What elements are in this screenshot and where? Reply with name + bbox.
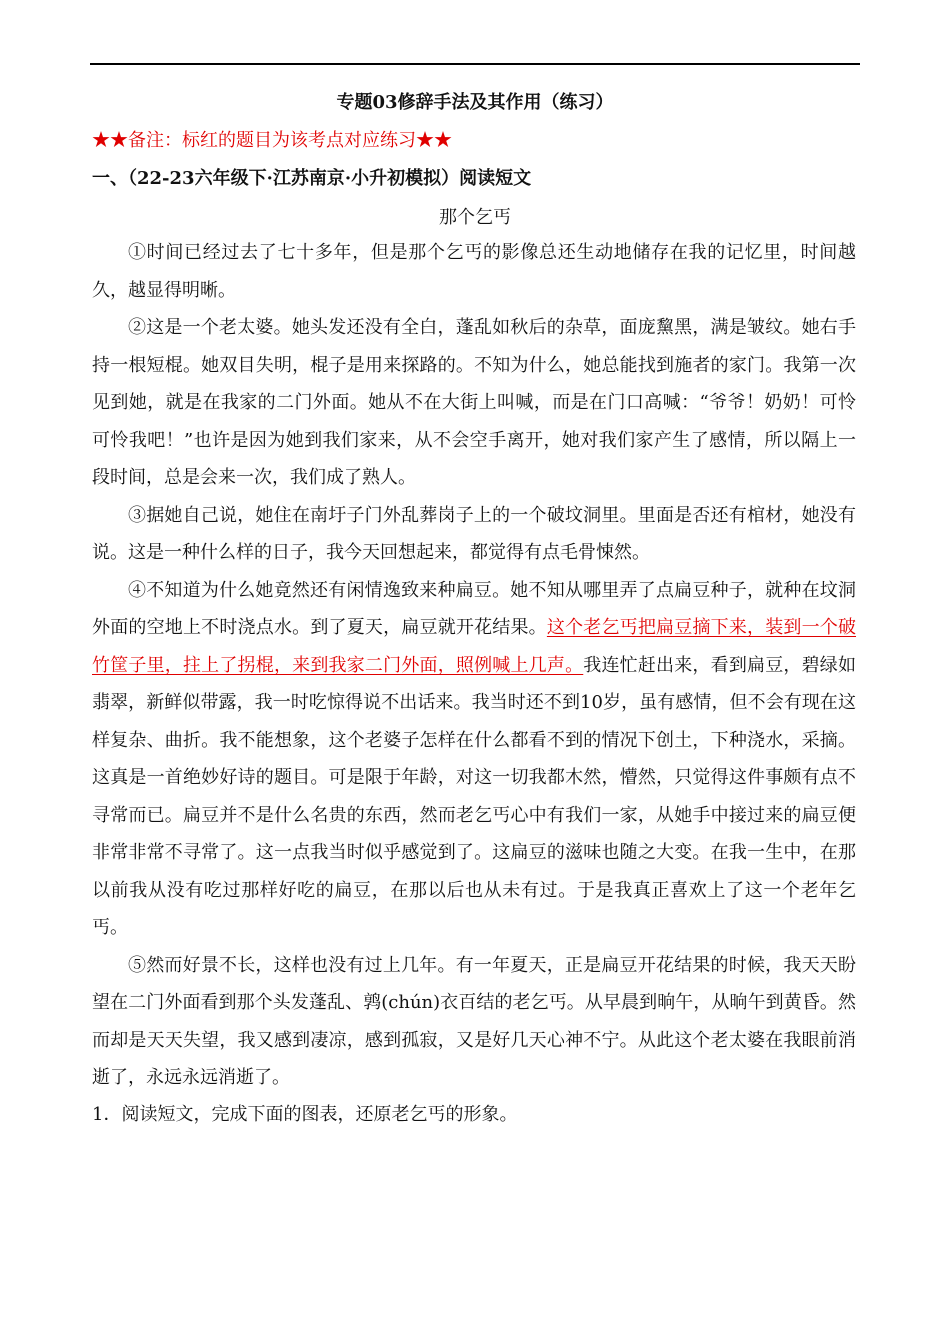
section-heading: 一、（22-23六年级下·江苏南京·小升初模拟）阅读短文 — [92, 168, 532, 189]
red-note: ★★备注：标红的题目为该考点对应练习★★ — [92, 130, 452, 151]
paragraph-4-lead: ④不知道为什么她竟然还有闲情逸致来种扁豆。她不知从哪里弄了点扁豆种子，就种在坟洞外面的空地上不时浇点水。到了夏天，扁豆就开花结果。 — [92, 579, 856, 638]
passage-body — [92, 234, 856, 1097]
question-1: 1．阅读短文，完成下面的图表，还原老乞丐的形象。 — [92, 1104, 518, 1125]
paragraph-1: ①时间已经过去了七十多年，但是那个乞丐的影像总还生动地储存在我的记忆里，时间越久，越显得明晰。 — [92, 242, 856, 301]
paragraph-5: ⑤然而好景不长，这样也没有过上几年。有一年夏天，正是扁豆开花结果的时候，我天天盼望在二门外面看到那个头发蓬乱、鹑(chún)衣百结的老乞丐。从早晨到晌午，从晌午到黄昏。然而却是天天失望，我又感到凄凉，感到孤寂，又是好几天心神不宁。从此这个老太婆在我眼前消逝了，永远永远消逝了。 — [92, 954, 856, 1088]
paragraph-2: ②这是一个老太婆。她头发还没有全白，蓬乱如秋后的杂草，面庞黧黑，满是皱纹。她右手持一根短棍。她双目失明，棍子是用来探路的。不知为什么，她总能找到施者的家门。我第一次见到她，就是在我家的二门外面。她从不在大街上叫喊，而是在门口高喊：“爷爷！奶奶！可怜可怜我吧！”也许是因为她到我们家来，从不会空手离开，她对我们家产生了感情，所以隔上一段时间，总是会来一次，我们成了熟人。 — [92, 317, 856, 488]
paragraph-3: ③据她自己说，她住在南圩子门外乱葬岗子上的一个破坟洞里。里面是否还有棺材，她没有说。这是一种什么样的日子，我今天回想起来，都觉得有点毛骨悚然。 — [92, 504, 856, 563]
page-title: 专题03修辞手法及其作用（练习） — [336, 92, 614, 113]
header-rule — [90, 63, 860, 65]
passage-title: 那个乞丐 — [439, 207, 511, 228]
paragraph-4-rest: 我连忙赶出来，看到扁豆，碧绿如翡翠，新鲜似带露，我一时吃惊得说不出话来。我当时还不到10岁，虽有感情，但不会有现在这样复杂、曲折。我不能想象，这个老婆子怎样在什么都看不到的情况下创土，下种浇水，采摘。这真是一首绝妙好诗的题目。可是限于年龄，对这一切我都木然，懵然，只觉得这件事颇有点不寻常而已。扁豆并不是什么名贵的东西，然而老乞丐心中有我们一家，从她手中接过来的扁豆便非常非常不寻常了。这一点我当时似乎感觉到了。这扁豆的滋味也随之大变。在我一生中，在那以前我从没有吃过那样好吃的扁豆，在那以后也从未有过。于是我真正喜欢上了这一个老年乞丐。 — [92, 654, 856, 938]
paragraph-4 — [92, 572, 856, 947]
highlighted-sentence: 这个老乞丐把扁豆摘下来，装到一个破竹筐子里，拄上了拐棍，来到我家二门外面，照例喊上几声。 — [92, 617, 857, 676]
